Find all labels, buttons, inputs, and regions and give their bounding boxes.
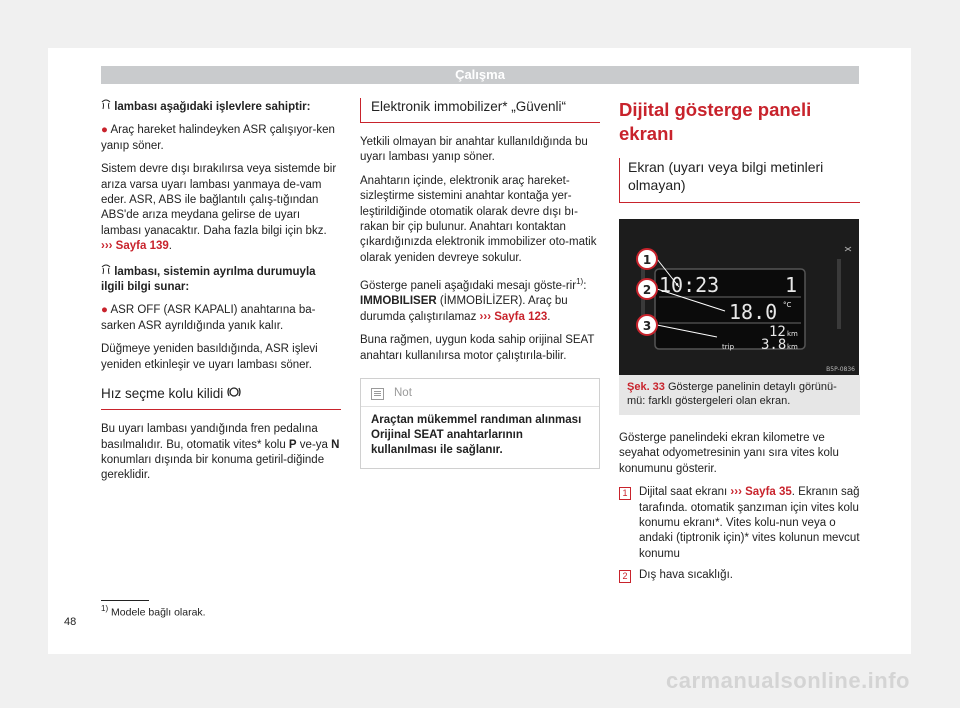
temperature-display: 18.0 <box>729 300 778 324</box>
odometer-unit: km <box>787 330 798 338</box>
paragraph: Sistem devre dışı bırakılırsa veya sistemde bir arıza varsa uyarı lambası yanmaya de-vam eder. ASR, ABS ile bağlantılı çalış-tığından ABS'de arıza meydana gelirse de uyarı lambası yanacaktır. Daha fazla bilgi için bkz. ››› Sayfa 139. <box>101 163 337 253</box>
page-link[interactable]: ››› Sayfa 123 <box>479 310 548 323</box>
svg-text:3: 3 <box>642 319 652 333</box>
column-left <box>101 98 341 492</box>
asr-off-icon <box>101 266 114 278</box>
paragraph: Bu uyarı lambası yandığında fren pedalına basılmalıdır. Bu, otomatik vites* kolu P ve-ya N konumları dışında bir konuma getiril-diğinde gereklidir. <box>101 423 340 482</box>
bullet-icon: ● <box>101 304 108 317</box>
asr-warning-icon <box>101 101 114 113</box>
item-number: 2 <box>619 570 631 583</box>
list-item: 2 Dış hava sıcaklığı. <box>619 568 860 583</box>
sub-title: Ekran (uyarı veya bilgi metinleri olmayan) <box>619 158 860 203</box>
page-link[interactable]: ››› Sayfa 35 <box>730 486 792 499</box>
section-title-selector-lock: Hız seçme kolu kilidi <box>101 385 341 410</box>
column-right <box>619 98 860 590</box>
bullet-icon: ● <box>101 124 108 137</box>
svg-text:1: 1 <box>642 253 652 267</box>
page-number: 48 <box>64 616 77 628</box>
list-item: ● ASR OFF (ASR KAPALI) anahtarına ba-sarken ASR ayrıldığında yanık kalır. <box>101 304 316 332</box>
gear-display: 1 <box>785 273 798 297</box>
figure-code: B5P-0836 <box>826 366 855 373</box>
paragraph: Gösterge paneli aşağıdaki mesajı göste-rir$^{1)}$: IMMOBILISER (İMMOBİLİZER). Araç bu durumda çalıştırılamaz ››› Sayfa 123. <box>360 277 587 323</box>
instrument-panel-figure <box>619 219 859 375</box>
page-title: Dijital gösterge paneli ekranı <box>619 99 812 144</box>
footnote-divider <box>101 600 149 601</box>
paragraph: Anahtarın içinde, elektronik araç hareket-sizleştirme sistemini anahtar kontağa yer-leştirildiğinde otomatik olarak devre dışı bı-rakan bir çip bulunur. Anahtarı kontaktan çıkardığınızda elektronik immobilizer oto-matik olarak yeniden devreye sokulur. <box>360 174 597 264</box>
paragraph: Düğmeye yeniden basıldığında, ASR işlevi yeniden etkinleşir ve uyarı lambası söner. <box>101 343 318 371</box>
svg-text:2: 2 <box>642 283 652 297</box>
figure-caption: Şek. 33 Gösterge panelinin detaylı görünü-mü: farklı göstergeleri olan ekran. <box>619 375 860 415</box>
trip-label: trip <box>722 343 735 351</box>
section-title-immobilizer: Elektronik immobilizer* „Güvenli“ <box>360 98 600 123</box>
column-middle <box>360 98 600 469</box>
note-box <box>360 378 600 468</box>
page-header: Çalışma <box>101 66 859 84</box>
trip-display: 3.8 <box>761 337 787 353</box>
temperature-unit: °C <box>783 301 792 309</box>
item-number: 1 <box>619 487 631 500</box>
odometer-display: 12 <box>769 324 786 340</box>
instrument-panel-illustration <box>619 219 859 375</box>
note-header: Not <box>361 379 599 405</box>
list-item: ● Araç hareket halindeyken ASR çalışıyor-ken yanıp söner. <box>101 124 335 152</box>
note-icon <box>371 388 384 400</box>
note-body: Araçtan mükemmel randıman alınması Orijinal SEAT anahtarlarının kullanılması ile sağlanır. <box>361 406 599 468</box>
footnote: $^{1)}$ Modele bağlı olarak. <box>101 604 206 619</box>
asr-off-heading: lambası, sistemin ayrılma durumuyla ilgili bilgi sunar: <box>101 265 316 294</box>
brake-warning-icon <box>227 386 241 401</box>
list-item: 1 Dijital saat ekranı ››› Sayfa 35. Ekranın sağ tarafında. otomatik şanzıman için vites kolu konumu ekranı*. Vites kolu-nun veya o andaki (tiptronik için)* vites kolunun mevcut konumu <box>619 485 860 562</box>
trip-unit: km <box>787 343 798 351</box>
paragraph: Buna rağmen, uygun koda sahip orijinal SEAT anahtarı kullanılırsa motor çalıştırıla-bilir. <box>360 334 595 362</box>
page-link[interactable]: ››› Sayfa 139 <box>101 240 169 253</box>
watermark: carmanualsonline.info <box>666 668 910 693</box>
paragraph: Yetkili olmayan bir anahtar kullanıldığında bu uyarı lambası yanıp söner. <box>360 136 588 164</box>
clock-display: 10:23 <box>659 273 720 297</box>
asr-heading: lambası aşağıdaki işlevlere sahiptir: <box>101 98 341 115</box>
paragraph: Gösterge panelindeki ekran kilometre ve seyahat odyometresinin yanı sıra vites kolu konumunu gösterir. <box>619 432 839 475</box>
